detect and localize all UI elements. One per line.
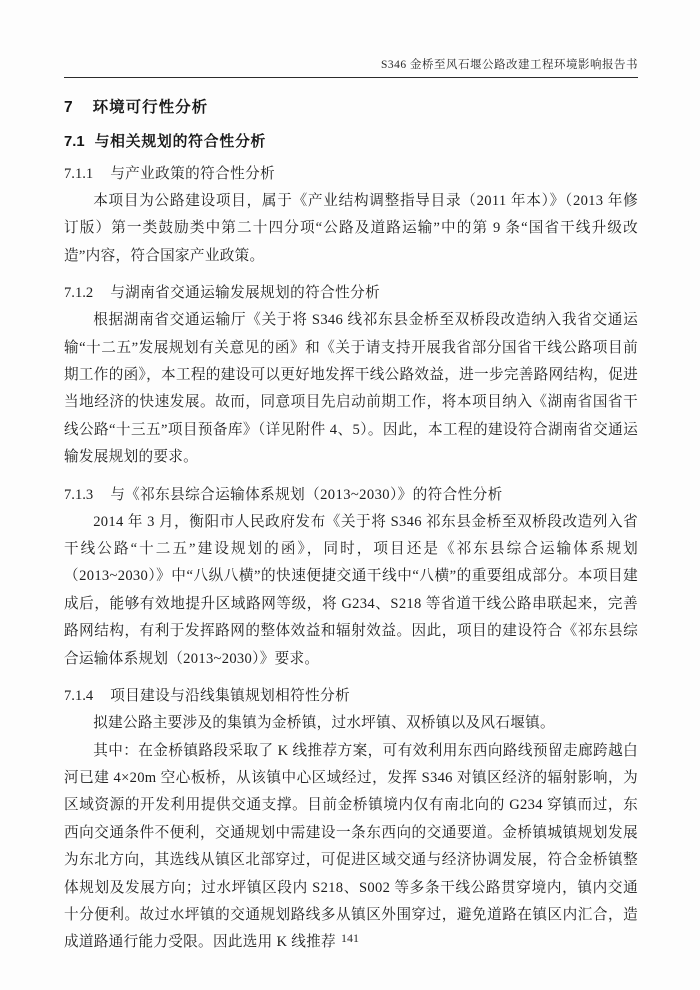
subsection-heading-7-1-2 xyxy=(64,281,638,302)
subsection-title: 项目建设与沿线集镇规划相符性分析 xyxy=(110,688,351,705)
section-heading xyxy=(64,130,638,151)
paragraph: 根据湖南省交通运输厅《关于将 S346 线祁东县金桥至双桥段改造纳入我省交通运输“十二五”发展规划有关意见的函》和《关于请支持开展我省部分国省干线公路项目前期工作的函》，本工程的建设可以更好地发挥干线公路效益，进一步完善路网结构，促进当地经济的快速发展。故而，同意项目先启动前期工作，将本项目纳入《湖南省国省干线公路“十三五”项目预备库》（详见附件 4、5）。因此，本工程的建设符合湖南省交通运输发展规划的要求。 xyxy=(64,312,638,466)
paragraph: 本项目为公路建设项目，属于《产业结构调整指导目录（2011 年本）》（2013 年修订版）第一类鼓励类中第二十四分项“公路及道路运输”中的第 9 条“国省干线升级改造”内容，符合国家产业政策。 xyxy=(64,193,638,264)
chapter-number: 7 xyxy=(64,99,73,116)
subsection-number: 7.1.1 xyxy=(64,166,94,182)
running-header-title: S346 金桥至风石堰公路改建工程环境影响报告书 xyxy=(380,59,638,71)
paragraph: 拟建公路主要涉及的集镇为金桥镇，过水坪镇、双桥镇以及风石堰镇。 xyxy=(93,715,555,732)
page-number: 141 xyxy=(341,931,359,945)
subsection-heading-7-1-4 xyxy=(64,684,638,705)
running-header xyxy=(64,56,638,78)
subsection-number: 7.1.2 xyxy=(64,285,94,302)
subsection-number: 7.1.3 xyxy=(64,486,94,503)
section-title: 与相关规划的符合性分析 xyxy=(94,134,267,150)
chapter-heading xyxy=(64,95,638,117)
subsection-title: 与湖南省交通运输发展规划的符合性分析 xyxy=(110,285,381,302)
subsection-title: 与《祁东县综合运输体系规划（2013~2030）》的符合性分析 xyxy=(110,486,503,503)
subsection-number: 7.1.4 xyxy=(64,688,94,705)
section-number: 7.1 xyxy=(64,134,85,150)
subsection-title: 与产业政策的符合性分析 xyxy=(110,166,276,182)
paragraph: 其中：在金桥镇路段采取了 K 线推荐方案，可有效利用东西向路线预留走廊跨越白河已建 4×20m 空心板桥，从该镇中心区域经过，发挥 S346 对镇区经济的辐射影响，为区域资源的开发利用提供交通支撑。目前金桥镇境内仅有南北向的 G234 穿镇而过，东西向交通条件不便利，交通规划中需建设一条东西向的交通要道。金桥镇城镇规划发展为东北方向，其选线从镇区北部穿过，可促进区域交通与经济协调发展，符合金桥镇整体规划及发展方向；过水坪镇区段内 S218、S002 等多条干线公路贯穿境内，镇内交通十分便利。故过水坪镇的交通规划路线多从镇区外围穿过，避免道路在镇区内汇合，造成道路通行能力受限。因此选用 K 线推荐 xyxy=(64,742,638,951)
subsection-heading-7-1-1 xyxy=(64,162,638,183)
subsection-heading-7-1-3 xyxy=(64,483,638,504)
chapter-title: 环境可行性分析 xyxy=(92,99,209,116)
paragraph: 2014 年 3 月，衡阳市人民政府发布《关于将 S346 祁东县金桥至双桥段改造列入省干线公路“十二五”建设规划的函》，同时，项目还是《祁东县综合运输体系规划（2013~2030）》中“八纵八横”的快速便捷交通干线中“八横”的重要组成部分。本项目建成后，能够有效地提升区域路网等级，将 G234、S218 等省道干线公路串联起来，完善路网结构，有利于发挥路网的整体效益和辐射效益。因此，项目的建设符合《祁东县综合运输体系规划（2013~2030）》要求。 xyxy=(64,513,638,667)
